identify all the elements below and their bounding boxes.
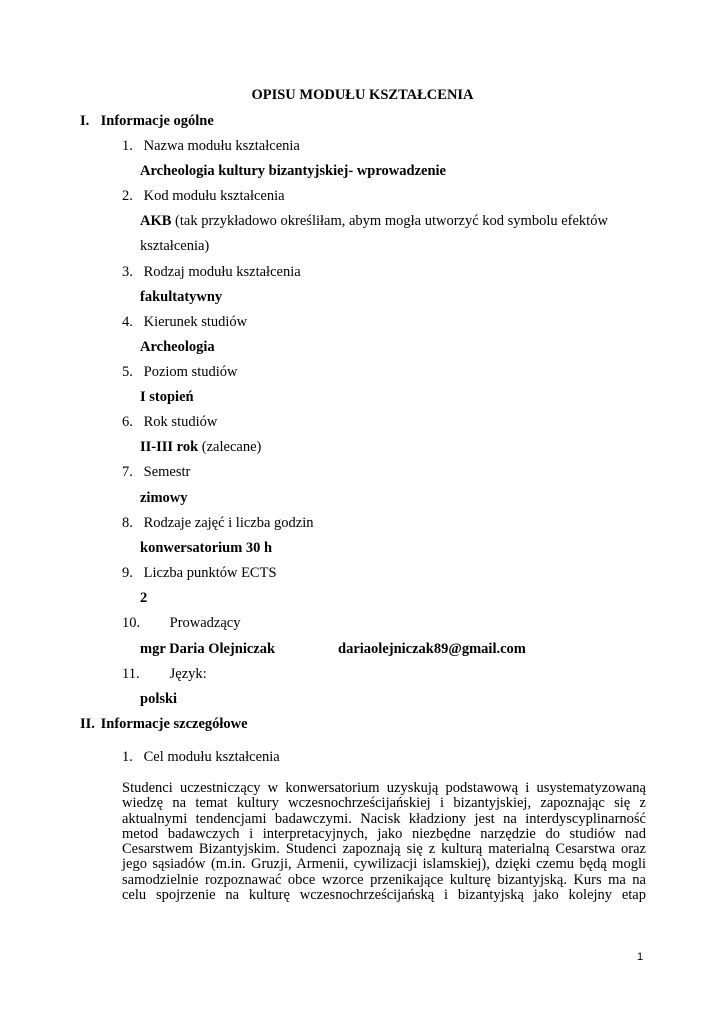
item-10-label-row [122,615,240,632]
item-2-value-row [140,213,608,230]
section-2-heading [80,716,248,733]
item-label: Język: [169,666,207,682]
item-4-label-row [122,314,247,331]
section-1-heading [80,113,214,130]
item-6-value: II-III rok [140,439,199,455]
item-number: 5. [122,364,133,380]
paragraph-line: jego sąsiadów (m.in. Gruzji, Armenii, cywilizacji islamskiej), dzięki czemu będą mogli [122,856,646,873]
item-8-value: konwersatorium 30 h [140,540,273,556]
item-number: 9. [122,565,133,581]
item-label: Liczba punktów ECTS [143,565,277,581]
item-label: Rok studiów [143,414,218,430]
item-label: Cel modułu kształcenia [143,749,280,765]
item-label: Prowadzący [169,615,241,631]
section-1-number: I. [80,113,90,129]
item-3-value: fakultatywny [140,289,223,305]
paragraph-line: Studenci uczestniczący w konwersatorium uzyskują podstawową i usystematyzowaną [122,780,646,796]
item-4-value: Archeologia [140,339,215,355]
item-number: 1. [122,138,133,154]
item-6-label-row [122,414,217,431]
item-number: 11. [122,666,140,682]
item-number: 10. [122,615,141,631]
item-11-value: polski [140,691,178,707]
item-number: 7. [122,464,133,480]
page-number: 1 [637,951,644,963]
paragraph-line: celu spojrzenie na kulturę wczesnochrześcijańską i bizantyjską jako kolejny etap [122,887,646,904]
section-1-label: Informacje ogólne [100,113,214,129]
item-5-label-row [122,364,237,381]
paragraph-line: Cesarstwem Bizantyjskim. Studenci zapoznają się z kulturą materialną Cesarstwa oraz [122,841,646,858]
item-label: Rodzaje zajęć i liczba godzin [143,515,314,531]
item-5-value: I stopień [140,389,194,405]
item-number: 4. [122,314,133,330]
item-label: Nazwa modułu kształcenia [143,138,300,154]
item-number: 1. [122,749,133,765]
paragraph-line: metod badawczych i interpretacyjnych, jako niezbędne narzędzie do studiów nad [122,825,646,842]
paragraph-line: aktualnymi tendencjami badawczymi. Nacisk kładziony jest na interdyscyplinarność [122,810,646,827]
item-label: Kierunek studiów [143,314,248,330]
item-11-label-row [122,666,207,683]
item-2-note-continued: kształcenia) [140,238,210,254]
section-2-label: Informacje szczegółowe [100,716,248,732]
item-number: 2. [122,188,133,204]
item-label: Semestr [143,464,191,480]
item-number: 6. [122,414,133,430]
section-2-item-1-label-row [122,749,280,766]
paragraph-line: samodzielnie rozpoznawać obce wzorce przenikające kulturę bizantyjską. Kurs ma na [122,871,646,888]
item-2-note: (tak przykładowo określiłam, abym mogła utworzyć kod symbolu efektów [171,213,608,229]
item-1-label-row [122,138,300,155]
item-label: Rodzaj modułu kształcenia [143,264,301,280]
paragraph-line: wiedzę na temat kultury wczesnochrześcijańskiej i bizantyjskiej, zapoznając się z [122,795,646,812]
item-number: 3. [122,264,133,280]
item-9-label-row [122,565,277,582]
document-title: OPISU MODUŁU KSZTAŁCENIA [251,87,474,103]
item-6-note: (zalecane) [198,439,262,455]
item-10-value: mgr Daria Olejniczak [140,641,276,657]
item-7-value: zimowy [140,490,188,506]
section-2-number: II. [80,716,95,732]
course-goal-paragraph [122,781,646,903]
item-label: Kod modułu kształcenia [143,188,285,204]
item-number: 8. [122,515,133,531]
item-9-value: 2 [140,590,148,606]
item-8-label-row [122,515,314,532]
item-1-value: Archeologia kultury bizantyjskiej- wprowadzenie [140,163,446,179]
instructor-email: dariaolejniczak89@gmail.com [338,641,526,657]
item-7-label-row [122,464,190,481]
item-2-label-row [122,188,285,205]
item-3-label-row [122,264,301,281]
item-label: Poziom studiów [143,364,238,380]
item-2-value: AKB [140,213,172,229]
item-6-value-row [140,439,261,456]
